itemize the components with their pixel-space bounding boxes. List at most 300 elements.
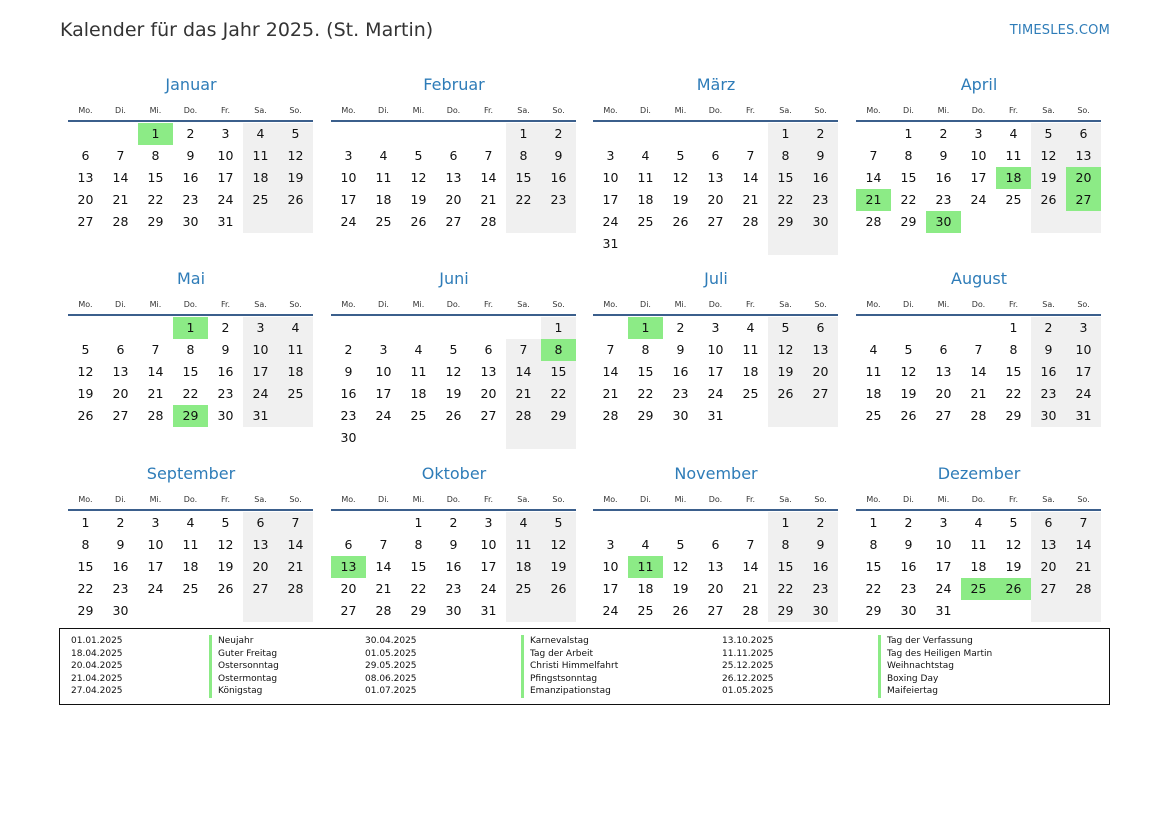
week-row (331, 556, 576, 578)
week-row (856, 512, 1101, 534)
day-grid (856, 317, 1101, 427)
weekday-label: Mo. (341, 106, 356, 115)
day-cell: 1 (1009, 320, 1018, 335)
day-cell: 11 (243, 145, 278, 167)
day-cell: 5 (1031, 123, 1066, 145)
day-cell: 6 (939, 342, 948, 357)
empty-cell (698, 123, 733, 145)
day-cell: 14 (865, 170, 882, 185)
holiday-date: 13.10.2025 (722, 636, 774, 647)
day-cell: 6 (1031, 512, 1066, 534)
weekday-label: Mo. (78, 106, 93, 115)
day-cell: 27 (243, 578, 278, 600)
day-cell: 29 (1005, 408, 1022, 423)
day-cell: 12 (217, 537, 234, 552)
day-cell: 7 (746, 537, 755, 552)
weekday-label: Fr. (1008, 300, 1019, 309)
holiday-name: Tag des Heiligen Martin (878, 648, 992, 661)
day-grid (593, 317, 838, 427)
week-row (593, 317, 838, 339)
day-cell: 28 (602, 408, 619, 423)
day-cell: 10 (480, 537, 497, 552)
empty-cell (401, 317, 436, 339)
day-cell: 7 (606, 342, 615, 357)
day-cell: 20 (340, 581, 357, 596)
day-cell: 10 (935, 537, 952, 552)
empty-cell (698, 512, 733, 534)
weekday-label: Mi. (412, 106, 425, 115)
day-cell: 25 (375, 214, 392, 229)
weekday-label: Di. (903, 106, 914, 115)
week-row (856, 556, 1101, 578)
day-cell: 11 (410, 364, 427, 379)
day-cell: 13 (77, 170, 94, 185)
day-cell: 6 (116, 342, 125, 357)
day-cell: 1 (869, 515, 878, 530)
week-row (856, 123, 1101, 145)
day-cell: 24 (970, 192, 987, 207)
weekday-label: Sa. (779, 495, 792, 504)
week-row (68, 383, 313, 405)
day-cell: 24 (243, 383, 278, 405)
month-name: Mai (176, 269, 206, 288)
day-cell: 17 (707, 364, 724, 379)
page-title: Kalender für das Jahr 2025. (St. Martin) (60, 19, 434, 41)
day-cell: 19 (900, 386, 917, 401)
holiday-name: Neujahr (209, 635, 279, 648)
day-cell: 19 (1031, 167, 1066, 189)
weekday-header (68, 300, 313, 309)
day-cell: 2 (1031, 317, 1066, 339)
day-cell: 20 (707, 581, 724, 596)
day-cell: 9 (541, 145, 576, 167)
week-row (856, 383, 1101, 405)
day-cell: 18 (243, 167, 278, 189)
empty-cell (208, 600, 243, 622)
day-cell: 8 (414, 537, 423, 552)
day-cell: 26 (410, 214, 427, 229)
day-cell: 18 (637, 192, 654, 207)
weekday-label: Fr. (745, 106, 756, 115)
week-row (68, 123, 313, 145)
day-cell: 12 (672, 559, 689, 574)
day-cell: 25 (410, 408, 427, 423)
empty-cell (856, 123, 891, 145)
day-cell: 3 (484, 515, 493, 530)
weekday-header (856, 300, 1101, 309)
holiday-date: 21.04.2025 (71, 673, 123, 684)
month-name: Juli (704, 269, 728, 288)
day-cell: 28 (742, 603, 759, 618)
day-cell: 10 (970, 148, 987, 163)
day-cell: 15 (768, 556, 803, 578)
day-cell: 20 (1031, 556, 1066, 578)
day-cell: 27 (1031, 578, 1066, 600)
day-cell: 30 (900, 603, 917, 618)
header-divider (856, 509, 1101, 511)
empty-cell (366, 317, 401, 339)
day-cell: 12 (278, 145, 313, 167)
day-grid (856, 512, 1101, 622)
day-cell: 28 (112, 214, 129, 229)
holiday-name: Ostersonntag (209, 660, 279, 673)
empty-cell (593, 512, 628, 534)
day-cell: 2 (116, 515, 125, 530)
brand-link[interactable]: TIMESLES.COM (1009, 23, 1110, 38)
day-cell: 4 (278, 317, 313, 339)
legend-name-column (521, 635, 618, 698)
day-cell: 26 (445, 408, 462, 423)
empty-cell (628, 512, 663, 534)
day-cell: 2 (344, 342, 353, 357)
day-cell: 23 (672, 386, 689, 401)
weekday-label: Sa. (254, 300, 267, 309)
weekday-label: Fr. (1008, 495, 1019, 504)
day-cell: 29 (410, 603, 427, 618)
day-cell: 7 (379, 537, 388, 552)
empty-cell (541, 211, 576, 233)
day-cell: 25 (637, 603, 654, 618)
day-cell: 12 (410, 170, 427, 185)
day-cell: 29 (77, 603, 94, 618)
weekday-label: Fr. (745, 300, 756, 309)
empty-cell (926, 317, 961, 339)
empty-cell (663, 123, 698, 145)
day-cell: 10 (243, 339, 278, 361)
day-cell: 24 (340, 214, 357, 229)
weekday-label: Fr. (483, 495, 494, 504)
day-cell: 27 (707, 214, 724, 229)
day-cell: 17 (970, 170, 987, 185)
weekday-label: Fr. (483, 106, 494, 115)
empty-cell (768, 405, 803, 427)
day-cell: 11 (182, 537, 199, 552)
day-cell: 26 (996, 578, 1031, 600)
day-cell: 25 (961, 578, 996, 600)
weekday-label: Sa. (779, 106, 792, 115)
day-cell: 16 (445, 559, 462, 574)
header-divider (331, 314, 576, 316)
day-cell: 30 (112, 603, 129, 618)
day-cell: 25 (278, 383, 313, 405)
day-cell: 5 (414, 148, 423, 163)
legend-name-column (878, 635, 992, 698)
header-divider (331, 509, 576, 511)
day-cell: 19 (445, 386, 462, 401)
day-cell: 21 (278, 556, 313, 578)
day-cell: 28 (742, 214, 759, 229)
day-cell: 29 (768, 211, 803, 233)
day-cell: 3 (379, 342, 388, 357)
day-cell: 5 (1009, 515, 1018, 530)
day-cell: 1 (506, 123, 541, 145)
day-cell: 12 (1005, 537, 1022, 552)
empty-cell (541, 600, 576, 622)
holiday-name: Ostermontag (209, 673, 279, 686)
day-cell: 11 (865, 364, 882, 379)
day-cell: 7 (746, 148, 755, 163)
day-cell: 22 (865, 581, 882, 596)
empty-cell (733, 233, 768, 255)
weekday-label: Fr. (220, 106, 231, 115)
empty-cell (366, 427, 401, 449)
empty-cell (1031, 600, 1066, 622)
weekday-label: Do. (971, 495, 986, 504)
day-cell: 13 (1031, 534, 1066, 556)
weekday-label: Sa. (1042, 495, 1055, 504)
week-row (593, 534, 838, 556)
weekday-label: Di. (378, 300, 389, 309)
day-cell: 28 (480, 214, 497, 229)
holiday-name: Christi Himmelfahrt (521, 660, 618, 673)
day-cell: 17 (340, 192, 357, 207)
day-cell: 21 (602, 386, 619, 401)
day-cell: 17 (217, 170, 234, 185)
day-cell: 9 (449, 537, 458, 552)
weekday-label: Mo. (866, 495, 881, 504)
day-cell: 3 (711, 320, 720, 335)
week-row (593, 512, 838, 534)
week-row (68, 211, 313, 233)
day-cell: 4 (414, 342, 423, 357)
week-row (68, 405, 313, 427)
day-cell: 29 (637, 408, 654, 423)
day-cell: 21 (480, 192, 497, 207)
day-cell: 4 (869, 342, 878, 357)
empty-cell (471, 427, 506, 449)
day-cell: 4 (1009, 126, 1018, 141)
day-cell: 2 (803, 123, 838, 145)
day-cell: 7 (116, 148, 125, 163)
day-cell: 21 (147, 386, 164, 401)
weekday-label: Di. (115, 106, 126, 115)
day-cell: 13 (112, 364, 129, 379)
day-cell: 17 (480, 559, 497, 574)
month-name: Juni (439, 269, 469, 288)
empty-cell (436, 427, 471, 449)
header-divider (593, 314, 838, 316)
week-row (856, 339, 1101, 361)
week-row (593, 600, 838, 622)
month-name: April (960, 75, 998, 94)
empty-cell (366, 512, 401, 534)
day-cell: 11 (375, 170, 392, 185)
day-cell: 27 (112, 408, 129, 423)
week-row (593, 556, 838, 578)
week-row (331, 512, 576, 534)
day-cell: 17 (602, 192, 619, 207)
day-cell: 18 (970, 559, 987, 574)
week-row (331, 317, 576, 339)
weekday-header (331, 300, 576, 309)
weekday-label: Sa. (254, 106, 267, 115)
day-cell: 2 (541, 123, 576, 145)
week-row (331, 600, 576, 622)
header-divider (68, 509, 313, 511)
day-cell: 11 (628, 556, 663, 578)
day-cell: 24 (707, 386, 724, 401)
day-cell: 19 (672, 581, 689, 596)
day-cell: 27 (340, 603, 357, 618)
day-cell: 18 (742, 364, 759, 379)
header-divider (68, 120, 313, 122)
day-cell: 6 (711, 537, 720, 552)
day-cell: 5 (676, 537, 685, 552)
week-row (331, 383, 576, 405)
day-cell: 16 (541, 167, 576, 189)
day-cell: 9 (116, 537, 125, 552)
weekday-label: Mo. (603, 495, 618, 504)
day-cell: 13 (243, 534, 278, 556)
day-grid (593, 512, 838, 622)
day-grid (331, 317, 576, 449)
day-cell: 4 (641, 148, 650, 163)
day-cell: 29 (900, 214, 917, 229)
day-cell: 5 (81, 342, 90, 357)
day-cell: 3 (606, 148, 615, 163)
day-cell: 17 (375, 386, 392, 401)
day-cell: 8 (151, 148, 160, 163)
day-cell: 28 (970, 408, 987, 423)
holiday-date: 30.04.2025 (365, 636, 417, 647)
day-cell: 5 (676, 148, 685, 163)
day-cell: 26 (768, 383, 803, 405)
day-cell: 13 (480, 364, 497, 379)
empty-cell (1031, 211, 1066, 233)
weekday-label: So. (552, 495, 565, 504)
month-name: November (674, 464, 758, 483)
week-row (68, 556, 313, 578)
week-row (856, 167, 1101, 189)
day-cell: 20 (707, 192, 724, 207)
day-cell: 14 (1066, 534, 1101, 556)
day-cell: 24 (1066, 383, 1101, 405)
holiday-date: 18.04.2025 (71, 648, 123, 659)
header-divider (331, 120, 576, 122)
day-cell: 3 (151, 515, 160, 530)
day-cell: 27 (1066, 189, 1101, 211)
day-cell: 27 (707, 603, 724, 618)
day-cell: 9 (803, 145, 838, 167)
day-cell: 29 (768, 600, 803, 622)
week-row (593, 233, 838, 255)
day-cell: 16 (217, 364, 234, 379)
day-cell: 21 (970, 386, 987, 401)
weekday-label: Di. (115, 300, 126, 309)
day-cell: 26 (278, 189, 313, 211)
day-cell: 7 (278, 512, 313, 534)
day-cell: 1 (541, 317, 576, 339)
day-cell: 2 (221, 320, 230, 335)
day-cell: 30 (340, 430, 357, 445)
day-cell: 6 (711, 148, 720, 163)
day-cell: 28 (375, 603, 392, 618)
week-row (593, 339, 838, 361)
day-cell: 14 (147, 364, 164, 379)
week-row (68, 512, 313, 534)
day-cell: 20 (935, 386, 952, 401)
weekday-label: Di. (903, 495, 914, 504)
weekday-label: Mi. (412, 495, 425, 504)
day-cell: 7 (506, 339, 541, 361)
week-row (856, 189, 1101, 211)
empty-cell (401, 427, 436, 449)
day-cell: 23 (803, 578, 838, 600)
day-cell: 23 (182, 192, 199, 207)
header-divider (856, 314, 1101, 316)
day-cell: 10 (602, 559, 619, 574)
day-cell: 13 (707, 170, 724, 185)
empty-cell (996, 600, 1031, 622)
week-row (593, 211, 838, 233)
day-cell: 12 (541, 534, 576, 556)
day-cell: 1 (768, 512, 803, 534)
holiday-date: 01.01.2025 (71, 636, 123, 647)
legend-date-column (365, 635, 417, 698)
day-cell: 19 (768, 361, 803, 383)
weekday-label: Mo. (866, 106, 881, 115)
weekday-label: Mi. (149, 106, 162, 115)
day-cell: 26 (672, 603, 689, 618)
day-cell: 14 (602, 364, 619, 379)
day-cell: 29 (173, 405, 208, 427)
week-row (593, 405, 838, 427)
holiday-date: 27.04.2025 (71, 686, 123, 697)
weekday-label: Sa. (517, 300, 530, 309)
week-row (856, 211, 1101, 233)
week-row (68, 361, 313, 383)
day-cell: 22 (182, 386, 199, 401)
day-cell: 20 (243, 556, 278, 578)
day-cell: 9 (939, 148, 948, 163)
weekday-header (68, 495, 313, 504)
weekday-label: Do. (971, 300, 986, 309)
day-cell: 26 (541, 578, 576, 600)
weekday-label: Do. (183, 495, 198, 504)
holiday-name: Guter Freitag (209, 648, 279, 661)
weekday-label: So. (289, 106, 302, 115)
weekday-label: Di. (903, 300, 914, 309)
weekday-label: So. (814, 300, 827, 309)
day-cell: 16 (803, 556, 838, 578)
month-name: September (146, 464, 236, 483)
week-row (856, 317, 1101, 339)
day-cell: 7 (869, 148, 878, 163)
day-cell: 27 (480, 408, 497, 423)
day-cell: 22 (768, 578, 803, 600)
holiday-date: 01.07.2025 (365, 686, 417, 697)
weekday-header (593, 106, 838, 115)
weekday-label: Sa. (254, 495, 267, 504)
day-cell: 8 (641, 342, 650, 357)
day-cell: 20 (77, 192, 94, 207)
holiday-name: Pfingstsonntag (521, 673, 618, 686)
day-cell: 21 (742, 581, 759, 596)
weekday-label: Mi. (412, 300, 425, 309)
week-row (593, 383, 838, 405)
day-cell: 26 (77, 408, 94, 423)
day-cell: 27 (803, 383, 838, 405)
day-cell: 18 (375, 192, 392, 207)
holiday-name: Tag der Verfassung (878, 635, 992, 648)
day-cell: 22 (768, 189, 803, 211)
empty-cell (68, 123, 103, 145)
day-cell: 15 (147, 170, 164, 185)
day-cell: 12 (77, 364, 94, 379)
empty-cell (366, 123, 401, 145)
day-cell: 31 (480, 603, 497, 618)
weekday-label: Di. (378, 495, 389, 504)
